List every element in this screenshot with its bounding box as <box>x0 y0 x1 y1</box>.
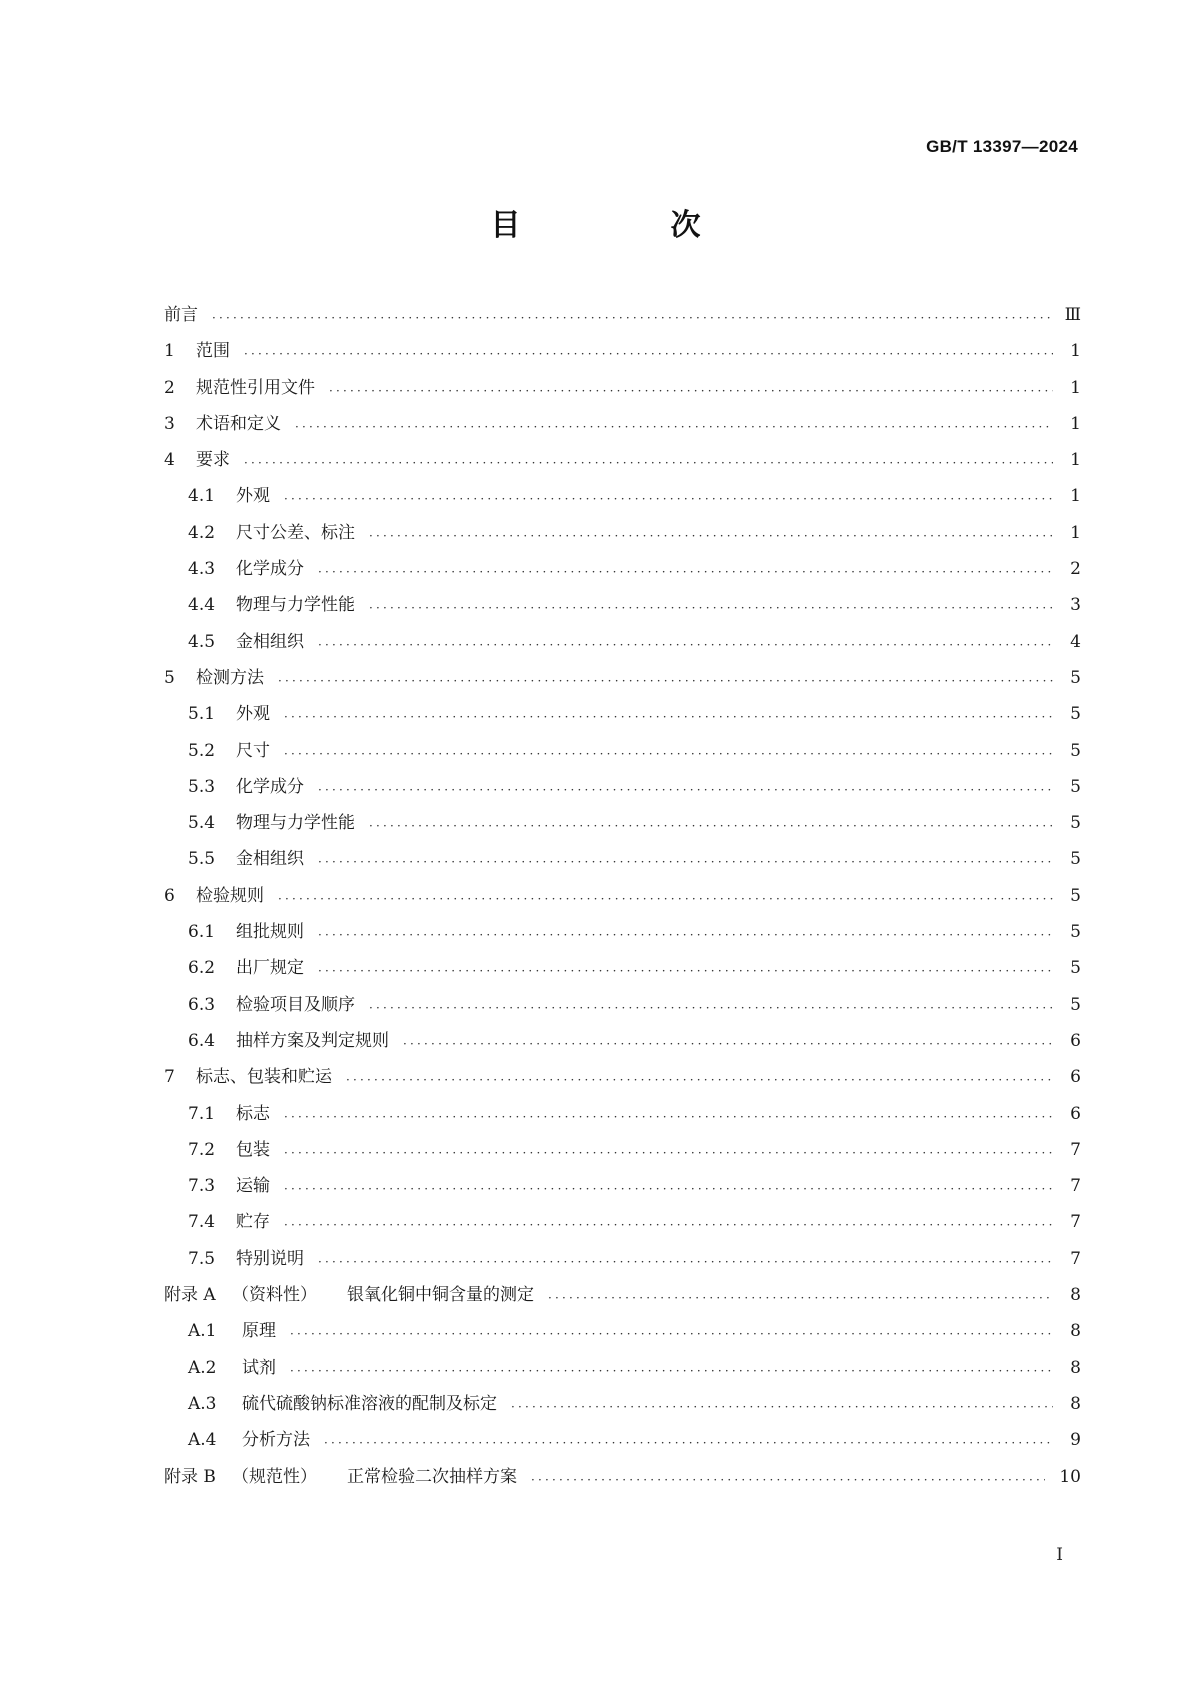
toc-dot-leader <box>284 706 1053 723</box>
toc-entry-label: 抽样方案及判定规则 <box>236 1030 389 1051</box>
toc-entry[interactable] <box>164 772 1081 808</box>
page-number: Ⅰ <box>1056 1545 1063 1565</box>
toc-dot-leader <box>295 416 1053 433</box>
toc-entry-number: 6.3 <box>188 994 216 1015</box>
toc-entry[interactable] <box>164 1353 1081 1389</box>
toc-entry-page: 9 <box>1070 1430 1081 1451</box>
toc-entry-page: 5 <box>1070 994 1081 1015</box>
toc-dot-leader <box>290 1360 1053 1377</box>
toc-entry[interactable] <box>164 1280 1081 1316</box>
toc-entry-label: 物理与力学性能 <box>236 595 355 616</box>
toc-entry-number: 1 <box>164 341 175 362</box>
toc-entry-page: 5 <box>1070 776 1081 797</box>
toc-dot-leader <box>284 743 1053 760</box>
toc-dot-leader <box>318 851 1053 868</box>
toc-dot-leader <box>318 779 1053 796</box>
toc-entry[interactable] <box>164 554 1081 590</box>
toc-entry[interactable] <box>164 1135 1081 1171</box>
toc-entry-number: 7.5 <box>188 1248 216 1269</box>
toc-entry-number: A.2 <box>188 1357 217 1378</box>
toc-dot-leader <box>318 561 1053 578</box>
toc-entry-label: 尺寸公差、标注 <box>236 522 355 543</box>
toc-entry-page: 10 <box>1059 1466 1081 1487</box>
toc-entry[interactable] <box>164 481 1081 517</box>
toc-entry[interactable] <box>164 699 1081 735</box>
toc-entry-label: 尺寸 <box>236 740 270 761</box>
toc-entry-label: 标志 <box>236 1103 270 1124</box>
toc-entry-appendix-type: （资料性） <box>232 1285 317 1306</box>
toc-entry[interactable] <box>164 627 1081 663</box>
toc-dot-leader <box>290 1323 1053 1340</box>
toc-entry-number: 附录 A <box>164 1285 216 1306</box>
toc-entry-page: 6 <box>1070 1030 1081 1051</box>
toc-entry-page: 5 <box>1070 740 1081 761</box>
toc-entry-label: 分析方法 <box>242 1430 310 1451</box>
toc-dot-leader <box>369 525 1053 542</box>
toc-entry-page: 7 <box>1070 1212 1081 1233</box>
toc-entry-label: 原理 <box>242 1321 276 1342</box>
toc-entry-number: 5.5 <box>188 849 216 870</box>
toc-entry-number: 4.1 <box>188 486 216 507</box>
toc-dot-leader <box>511 1396 1053 1413</box>
toc-entry-page: 2 <box>1070 559 1081 580</box>
toc-entry-label: 运输 <box>236 1176 270 1197</box>
toc-dot-leader <box>284 1142 1053 1159</box>
toc-entry-label: 化学成分 <box>236 559 304 580</box>
toc-entry-number: A.4 <box>188 1430 217 1451</box>
toc-entry-number: 4.4 <box>188 595 216 616</box>
toc-entry[interactable] <box>164 590 1081 626</box>
toc-entry[interactable] <box>164 1099 1081 1135</box>
toc-entry-page: 8 <box>1070 1321 1081 1342</box>
toc-entry-label: 检测方法 <box>196 667 264 688</box>
toc-entry[interactable] <box>164 736 1081 772</box>
toc-entry-page: 1 <box>1070 377 1081 398</box>
toc-dot-leader <box>284 1214 1053 1231</box>
toc-entry-label: 化学成分 <box>236 776 304 797</box>
toc-entry-label: 正常检验二次抽样方案 <box>347 1466 517 1487</box>
toc-entry-number: 2 <box>164 377 175 398</box>
toc-dot-leader <box>318 634 1053 651</box>
toc-entry-label: 包装 <box>236 1139 270 1160</box>
toc-entry-number: 5.1 <box>188 704 216 725</box>
toc-entry-label: 特别说明 <box>236 1248 304 1269</box>
toc-entry-label: 标志、包装和贮运 <box>196 1067 332 1088</box>
toc-entry-number: 6 <box>164 885 175 906</box>
toc-entry[interactable] <box>164 1389 1081 1425</box>
toc-dot-leader <box>318 960 1053 977</box>
toc-entry-page: 7 <box>1070 1176 1081 1197</box>
toc-entry[interactable] <box>164 881 1081 917</box>
toc-entry-number: 4.3 <box>188 559 216 580</box>
toc-entry-number: 7 <box>164 1067 175 1088</box>
toc-dot-leader <box>403 1033 1053 1050</box>
toc-entry-number: 7.3 <box>188 1176 216 1197</box>
toc-entry-number: 5.2 <box>188 740 216 761</box>
toc-entry-page: 5 <box>1070 885 1081 906</box>
toc-dot-leader <box>278 670 1053 687</box>
toc-entry-label: 外观 <box>236 704 270 725</box>
toc-entry[interactable] <box>164 990 1081 1026</box>
toc-dot-leader <box>329 380 1053 397</box>
toc-entry-label: 规范性引用文件 <box>196 377 315 398</box>
toc-entry-label: 外观 <box>236 486 270 507</box>
page-title: 目 次 <box>490 208 761 243</box>
toc-entry-number: 7.1 <box>188 1103 216 1124</box>
toc-entry-number: 6.4 <box>188 1030 216 1051</box>
toc-entry-page: 1 <box>1070 341 1081 362</box>
toc-entry-number: 4.2 <box>188 522 216 543</box>
toc-entry-number: 7.2 <box>188 1139 216 1160</box>
toc-entry-page: 6 <box>1070 1067 1081 1088</box>
toc-entry-number: 5.3 <box>188 776 216 797</box>
toc-entry-number: A.3 <box>188 1393 217 1414</box>
toc-entry[interactable] <box>164 1171 1081 1207</box>
toc-dot-leader <box>244 452 1053 469</box>
toc-entry-label: 组批规则 <box>236 922 304 943</box>
toc-dot-leader <box>284 488 1053 505</box>
toc-dot-leader <box>324 1432 1053 1449</box>
toc-entry-label: 检验项目及顺序 <box>236 994 355 1015</box>
toc-dot-leader <box>244 343 1053 360</box>
toc-dot-leader <box>318 924 1053 941</box>
toc-entry[interactable] <box>164 1026 1081 1062</box>
table-of-contents <box>164 300 1081 1498</box>
toc-dot-leader <box>278 888 1053 905</box>
toc-entry-label: 要求 <box>196 450 230 471</box>
toc-entry-appendix-type: （规范性） <box>232 1466 317 1487</box>
toc-entry-number: 6.1 <box>188 922 216 943</box>
toc-dot-leader <box>318 1251 1053 1268</box>
toc-dot-leader <box>284 1178 1053 1195</box>
toc-entry-number: 4 <box>164 450 175 471</box>
toc-entry[interactable] <box>164 445 1081 481</box>
toc-entry[interactable] <box>164 844 1081 880</box>
toc-entry-page: 5 <box>1070 922 1081 943</box>
toc-entry-number: 6.2 <box>188 958 216 979</box>
toc-entry-label: 出厂规定 <box>236 958 304 979</box>
toc-entry[interactable] <box>164 917 1081 953</box>
toc-entry-number: 3 <box>164 413 175 434</box>
toc-entry-label: 金相组织 <box>236 849 304 870</box>
toc-dot-leader <box>346 1069 1053 1086</box>
toc-entry[interactable] <box>164 1062 1081 1098</box>
toc-entry-page: Ⅲ <box>1064 305 1081 325</box>
toc-entry[interactable] <box>164 953 1081 989</box>
toc-entry-page: 6 <box>1070 1103 1081 1124</box>
toc-entry-page: 8 <box>1070 1357 1081 1378</box>
toc-entry-label: 物理与力学性能 <box>236 813 355 834</box>
standard-code: GB/T 13397—2024 <box>926 137 1078 156</box>
toc-entry-label: 贮存 <box>236 1212 270 1233</box>
toc-entry-page: 5 <box>1070 704 1081 725</box>
toc-entry-page: 3 <box>1070 595 1081 616</box>
toc-entry-page: 5 <box>1070 849 1081 870</box>
toc-entry-page: 7 <box>1070 1139 1081 1160</box>
toc-entry-label: 检验规则 <box>196 885 264 906</box>
toc-entry-number: 附录 B <box>164 1466 216 1487</box>
toc-entry[interactable] <box>164 1316 1081 1352</box>
toc-entry-page: 5 <box>1070 667 1081 688</box>
toc-entry[interactable] <box>164 808 1081 844</box>
toc-entry-number: 7.4 <box>188 1212 216 1233</box>
toc-entry-number: 5 <box>164 667 175 688</box>
toc-entry-label: 金相组织 <box>236 631 304 652</box>
toc-entry-label: 试剂 <box>242 1357 276 1378</box>
toc-entry-label: 范围 <box>196 341 230 362</box>
toc-entry[interactable] <box>164 409 1081 445</box>
toc-entry-page: 1 <box>1070 486 1081 507</box>
toc-entry-number: A.1 <box>188 1321 217 1342</box>
toc-entry-page: 5 <box>1070 813 1081 834</box>
toc-entry[interactable] <box>164 663 1081 699</box>
toc-entry-page: 1 <box>1070 413 1081 434</box>
toc-entry-page: 8 <box>1070 1393 1081 1414</box>
toc-dot-leader <box>369 597 1053 614</box>
toc-entry[interactable] <box>164 336 1081 372</box>
toc-entry[interactable] <box>164 1425 1081 1461</box>
toc-entry-label: 银氧化铜中铜含量的测定 <box>347 1285 534 1306</box>
toc-dot-leader <box>212 307 1051 324</box>
toc-entry[interactable] <box>164 1244 1081 1280</box>
toc-dot-leader <box>369 815 1053 832</box>
toc-dot-leader <box>369 997 1053 1014</box>
toc-entry[interactable] <box>164 1207 1081 1243</box>
toc-entry-number: 4.5 <box>188 631 216 652</box>
toc-dot-leader <box>284 1106 1053 1123</box>
toc-entry-page: 4 <box>1070 631 1081 652</box>
toc-entry-label: 前言 <box>164 305 198 325</box>
toc-entry[interactable] <box>164 518 1081 554</box>
toc-entry-page: 5 <box>1070 958 1081 979</box>
toc-entry-page: 1 <box>1070 522 1081 543</box>
toc-entry-label: 术语和定义 <box>196 413 281 434</box>
toc-dot-leader <box>531 1469 1045 1486</box>
toc-entry[interactable] <box>164 373 1081 409</box>
toc-dot-leader <box>548 1287 1053 1304</box>
toc-entry-label: 硫代硫酸钠标准溶液的配制及标定 <box>242 1393 497 1414</box>
toc-entry-page: 7 <box>1070 1248 1081 1269</box>
toc-entry[interactable] <box>164 300 1081 336</box>
toc-entry-number: 5.4 <box>188 813 216 834</box>
toc-entry-page: 8 <box>1070 1285 1081 1306</box>
toc-entry-page: 1 <box>1070 450 1081 471</box>
toc-entry[interactable] <box>164 1462 1081 1498</box>
